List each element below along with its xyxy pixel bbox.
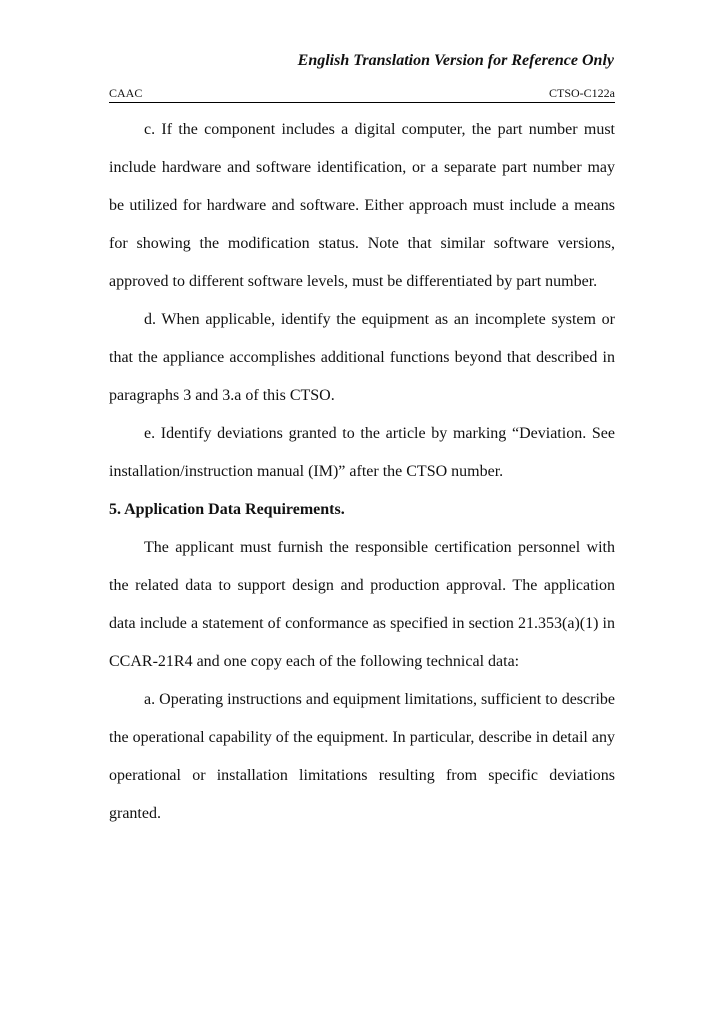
paragraph-e: e. Identify deviations granted to the article by marking “Deviation. See installation/instruction manual (IM)” after the CTSO number. <box>109 425 615 480</box>
header-document-id: CTSO-C122a <box>549 86 615 100</box>
paragraph-c: c. If the component includes a digital computer, the part number must include hardware and software identification, or a separate part number may be utilized for hardware and software. Either approach must include a means for showing the modification status. Note that similar software versions, approved to different software levels, must be differentiated by part number. <box>109 121 615 290</box>
paragraph-d: d. When applicable, identify the equipment as an incomplete system or that the appliance accomplishes additional functions beyond that described in paragraphs 3 and 3.a of this CTSO. <box>109 311 615 404</box>
section-5-heading: 5. Application Data Requirements. <box>109 501 345 518</box>
paragraph-a: a. Operating instructions and equipment limitations, sufficient to describe the operational capability of the equipment. In particular, describe in detail any operational or installation limitations resulting from specific deviations granted. <box>109 691 615 822</box>
section-5-intro: The applicant must furnish the responsible certification personnel with the related data to support design and production approval. The application data include a statement of conformance as specified in section 21.353(a)(1) in CCAR-21R4 and one copy each of the following technical data: <box>109 539 615 670</box>
body-text <box>109 111 615 833</box>
running-header <box>109 86 615 103</box>
header-organization: CAAC <box>109 86 143 100</box>
translation-banner: English Translation Version for Reference Only <box>297 52 614 69</box>
